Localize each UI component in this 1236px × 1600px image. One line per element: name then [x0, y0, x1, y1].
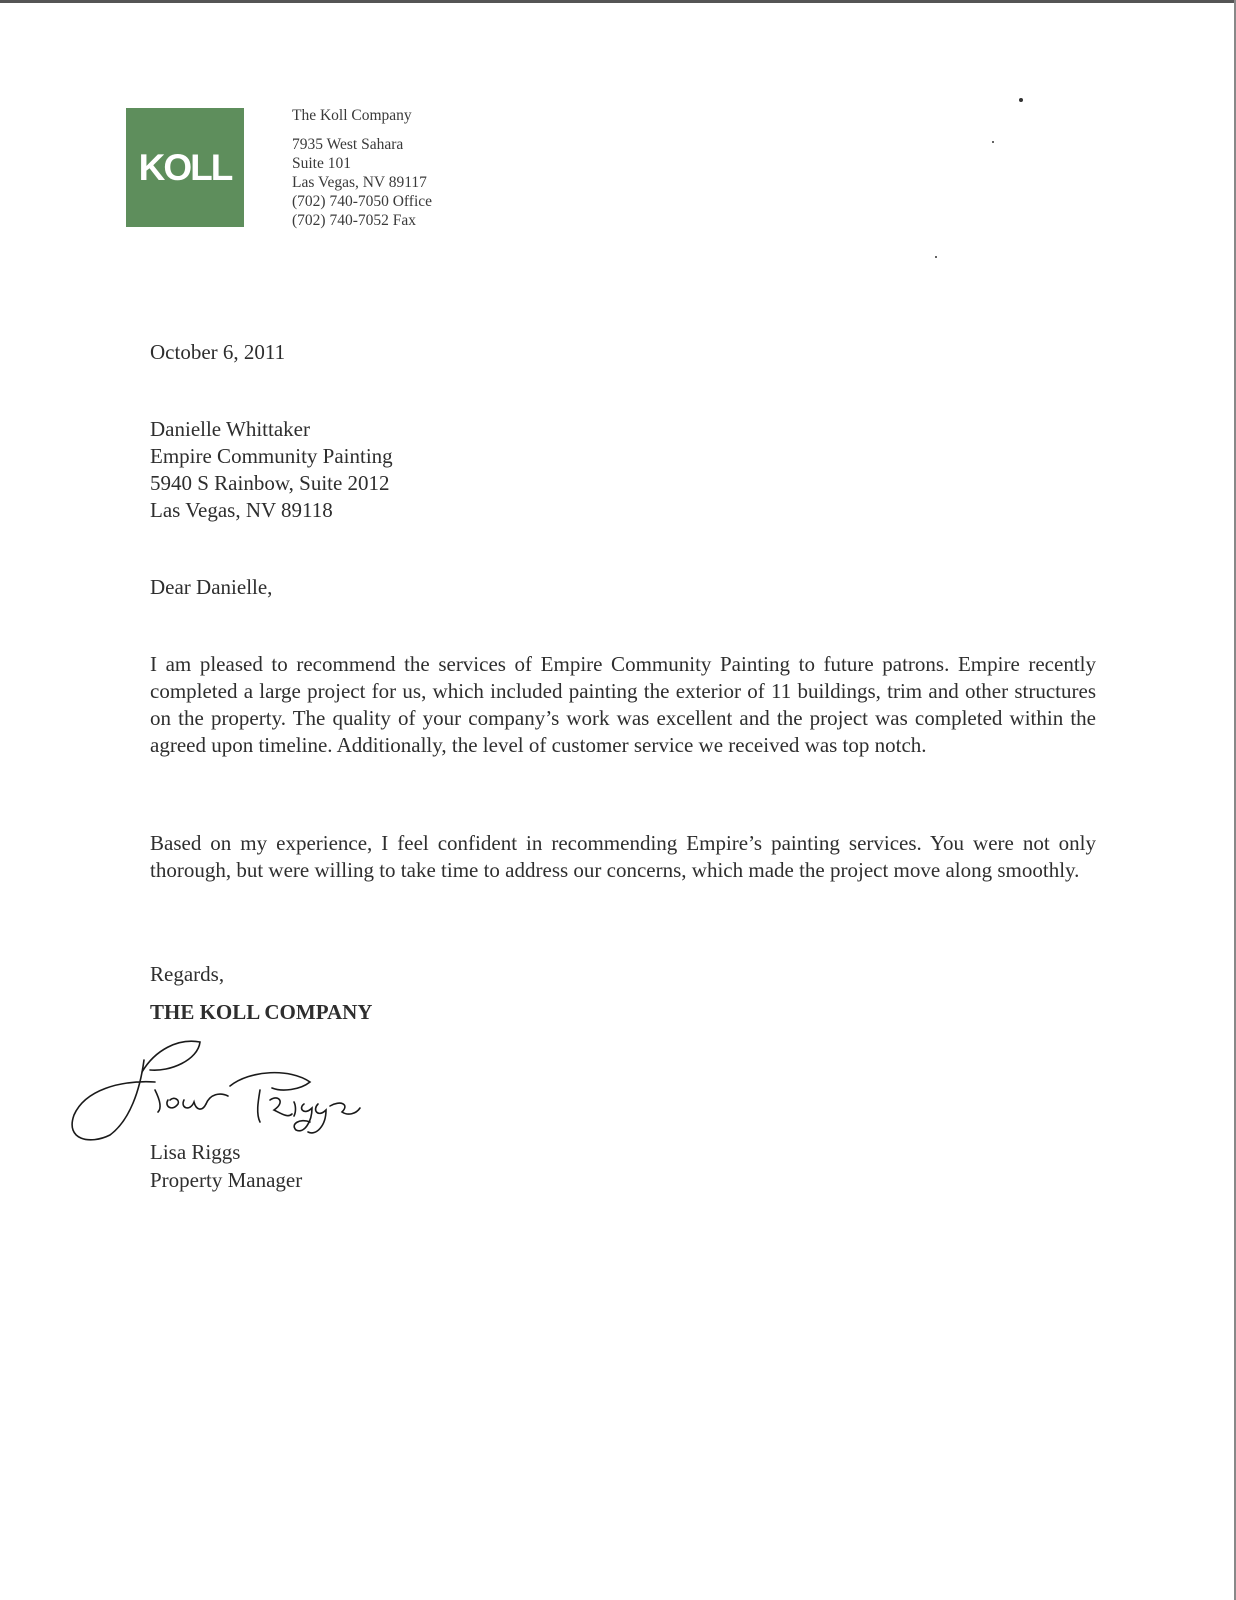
address-line: Suite 101 [292, 155, 351, 172]
recipient-name: Danielle Whittaker [150, 417, 310, 441]
salutation: Dear Danielle, [150, 575, 273, 599]
letterhead-address [292, 106, 432, 230]
phone-office: (702) 740-7050 Office [292, 193, 433, 210]
address-line: Las Vegas, NV 89117 [292, 174, 427, 191]
scan-speck [992, 141, 994, 143]
signer-name: Lisa Riggs [150, 1140, 241, 1164]
recipient-city: Las Vegas, NV 89118 [150, 498, 333, 522]
closing: Regards, [150, 962, 225, 986]
koll-logo [126, 108, 244, 227]
letterhead-company-name: The Koll Company [292, 107, 412, 124]
recipient-street: 5940 S Rainbow, Suite 2012 [150, 471, 390, 495]
logo-text: KOLL [138, 146, 232, 188]
scan-edge-top [0, 0, 1236, 3]
address-line: 7935 West Sahara [292, 136, 404, 153]
scan-speck [1019, 98, 1023, 102]
recipient-company: Empire Community Painting [150, 444, 393, 468]
recipient-block [150, 416, 393, 524]
letter-date: October 6, 2011 [150, 340, 286, 364]
phone-fax: (702) 740-7052 Fax [292, 212, 416, 229]
signing-company: THE KOLL COMPANY [150, 1000, 373, 1024]
body-paragraph-2: Based on my experience, I feel confident in recommending Empire’s painting services. You were not only thorough, but were willing to take time to address our concerns, which made the project move along smoothly. [150, 831, 1096, 882]
body-paragraph-1: I am pleased to recommend the services of Empire Community Painting to future patrons. Empire recently completed a large project for us, which included painting the exterior of 11 buildings, trim and other structures on the property. The quality of your company’s work was excellent and the project was completed within the agreed upon timeline. Additionally, the level of customer service we received was top notch. [150, 652, 1096, 757]
scan-speck [935, 256, 937, 258]
signer-title: Property Manager [150, 1168, 303, 1192]
